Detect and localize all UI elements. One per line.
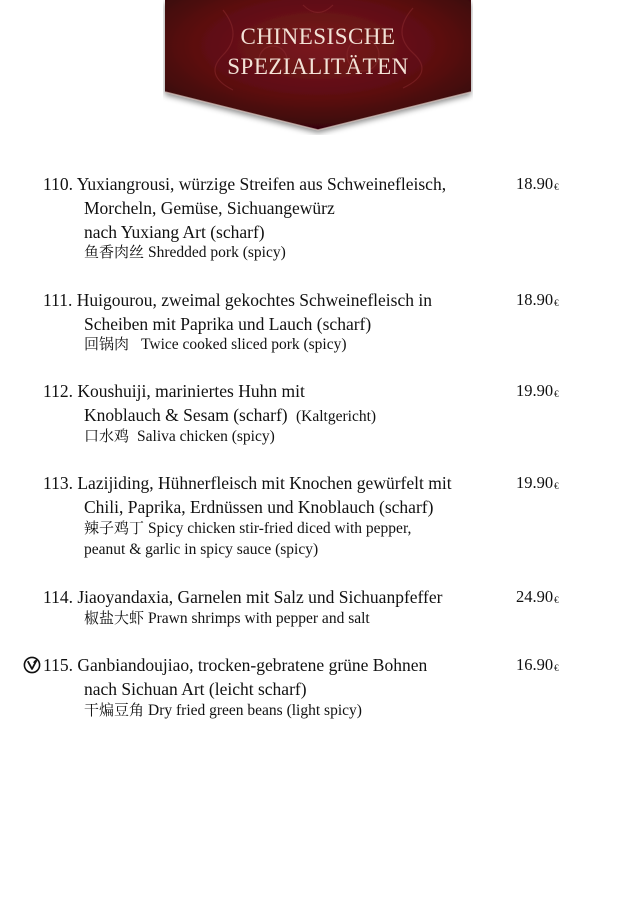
currency-symbol: € xyxy=(554,389,559,399)
item-english-name: Twice cooked sliced pork (spicy) xyxy=(141,336,347,353)
item-number: 111. xyxy=(43,290,73,310)
item-translation xyxy=(84,333,347,356)
item-name-line xyxy=(43,172,446,196)
page-title xyxy=(163,22,473,82)
item-name-line xyxy=(43,471,452,495)
price-value: 18.90 xyxy=(516,290,554,309)
item-description: nach Sichuan Art (leicht scharf) xyxy=(84,679,307,699)
price-value: 24.90 xyxy=(516,587,554,606)
item-price xyxy=(516,172,559,196)
item-number: 112. xyxy=(43,381,73,401)
currency-symbol: € xyxy=(554,663,559,673)
item-price xyxy=(516,288,559,312)
item-chinese-name: 椒盐大虾 xyxy=(84,609,145,627)
price-value: 18.90 xyxy=(516,174,554,193)
item-name-line xyxy=(43,653,427,677)
item-name: Yuxiangrousi, würzige Streifen aus Schweinefleisch, xyxy=(76,174,447,194)
item-translation xyxy=(84,699,362,722)
item-name: Jiaoyandaxia, Garnelen mit Salz und Sichuanpfeffer xyxy=(77,587,443,607)
item-name-line xyxy=(43,379,305,403)
price-value: 19.90 xyxy=(516,381,554,400)
item-number: 113. xyxy=(43,473,73,493)
currency-symbol: € xyxy=(554,481,559,491)
item-price xyxy=(516,379,559,403)
price-value: 16.90 xyxy=(516,655,554,674)
item-price xyxy=(516,585,559,609)
item-note: (Kaltgericht) xyxy=(296,408,377,425)
item-chinese-name: 辣子鸡丁 xyxy=(84,519,145,537)
item-number: 110. xyxy=(43,174,73,194)
price-value: 19.90 xyxy=(516,473,554,492)
item-english-name: Prawn shrimps with pepper and salt xyxy=(148,610,370,627)
item-number: 115. xyxy=(43,655,73,675)
item-translation xyxy=(84,425,275,448)
item-name: Lazijiding, Hühnerfleisch mit Knochen gewürfelt mit xyxy=(77,473,452,493)
title-line-1: CHINESISCHE xyxy=(240,24,396,49)
item-chinese-name: 干煸豆角 xyxy=(84,701,145,719)
currency-symbol: € xyxy=(554,595,559,605)
item-english-name: Dry fried green beans (light spicy) xyxy=(148,702,362,719)
item-name: Ganbiandoujiao, trocken-gebratene grüne Bohnen xyxy=(77,655,428,675)
item-name-line xyxy=(43,288,432,312)
vegetarian-icon xyxy=(23,656,41,674)
header-banner xyxy=(163,0,473,135)
item-chinese-name: 鱼香肉丝 xyxy=(84,243,145,261)
item-name: Koushuiji, mariniertes Huhn mit xyxy=(77,381,305,401)
item-chinese-name: 回锅肉 xyxy=(84,335,130,353)
item-description: nach Yuxiang Art (scharf) xyxy=(84,222,265,242)
item-english-name: Shredded pork (spicy) xyxy=(148,244,286,261)
item-translation xyxy=(84,241,286,264)
item-name: Huigourou, zweimal gekochtes Schweinefleisch in xyxy=(76,290,432,310)
item-price xyxy=(516,653,559,677)
title-line-2: SPEZIALITÄTEN xyxy=(227,54,409,79)
item-translation xyxy=(84,607,370,630)
item-name-line xyxy=(43,585,442,609)
item-description: Chili, Paprika, Erdnüssen und Knoblauch (scharf) xyxy=(84,497,434,517)
item-price xyxy=(516,471,559,495)
item-translation-extra: peanut & garlic in spicy sauce (spicy) xyxy=(84,541,319,558)
item-number: 114. xyxy=(43,587,73,607)
item-description: Scheiben mit Paprika und Lauch (scharf) xyxy=(84,314,372,334)
item-translation xyxy=(84,517,411,540)
item-english-name: Saliva chicken (spicy) xyxy=(137,428,275,445)
currency-symbol: € xyxy=(554,182,559,192)
item-english-name: Spicy chicken stir-fried diced with pepper, xyxy=(148,520,412,537)
item-description: Morcheln, Gemüse, Sichuangewürz xyxy=(84,198,335,218)
item-chinese-name: 口水鸡 xyxy=(84,427,130,445)
item-description-text: Knoblauch & Sesam (scharf) xyxy=(84,405,288,425)
currency-symbol: € xyxy=(554,298,559,308)
